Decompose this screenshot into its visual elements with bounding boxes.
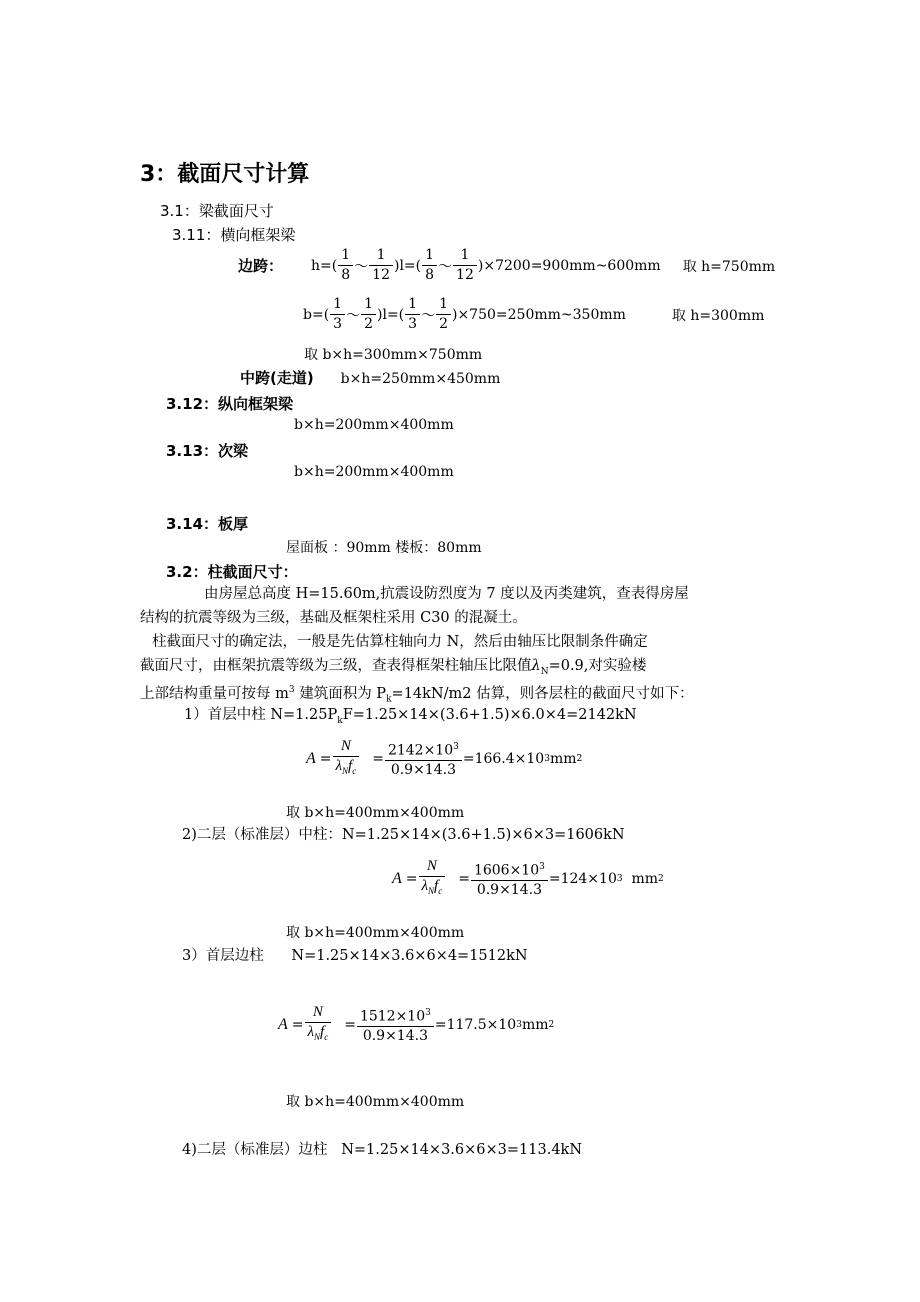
superscript: 2 xyxy=(548,1020,555,1030)
text: ～ xyxy=(421,307,436,324)
text: =0.9,对实验楼 xyxy=(548,658,647,674)
text: = xyxy=(344,1017,356,1033)
edge-span-h-line xyxy=(238,246,775,285)
subsection-3-11: 3.11：横向框架梁 xyxy=(172,226,296,244)
item-1-formula xyxy=(306,737,582,781)
text: = xyxy=(405,871,418,887)
secondary-beam-size: b×h=200mm×400mm xyxy=(294,464,454,480)
numerator xyxy=(385,738,462,762)
text: h=( xyxy=(311,257,338,274)
fraction xyxy=(357,1004,434,1047)
denominator: 8 xyxy=(425,267,435,283)
fraction xyxy=(453,246,477,285)
middle-span-label: 中跨(走道) xyxy=(240,369,314,387)
text: f xyxy=(320,1024,325,1040)
numerator: N xyxy=(333,737,360,757)
denominator: 0.9×14.3 xyxy=(362,1028,428,1045)
edge-span-b-line xyxy=(303,295,764,334)
superscript: 3 xyxy=(453,741,459,752)
subsection-3-2: 3.2：柱截面尺寸： xyxy=(166,563,298,581)
text: λ xyxy=(335,758,343,774)
numerator: N xyxy=(419,857,446,877)
numerator: 1 xyxy=(453,246,477,266)
text: 1）首层中柱 N=1.25P xyxy=(184,707,338,723)
take-bh-300x750: 取 b×h=300mm×750mm xyxy=(304,347,483,363)
superscript: 2 xyxy=(658,874,664,884)
text: )×750=250mm~350mm xyxy=(451,306,626,323)
text: 2142×10 xyxy=(387,742,454,759)
formula-a: A xyxy=(306,750,316,767)
text: 截面尺寸，由框架抗震等级为三级，查表得框架柱轴压比限值 xyxy=(140,658,532,674)
lambda-symbol: λ xyxy=(531,658,541,674)
numerator: 1 xyxy=(436,295,451,315)
item-4-line: 4)二层（标准层）边柱 N=1.25×14×3.6×6×3=113.4kN xyxy=(182,1142,583,1158)
subscript: N xyxy=(540,666,549,677)
denominator xyxy=(419,877,446,901)
superscript: 3 xyxy=(288,685,295,695)
fraction xyxy=(338,246,353,285)
item-2-line: 2)二层（标准层）中柱：N=1.25×14×(3.6+1.5)×6×3=1606kN xyxy=(182,827,625,843)
item-1-take: 取 b×h=400mm×400mm xyxy=(286,805,465,821)
item-3-take: 取 b×h=400mm×400mm xyxy=(286,1094,465,1110)
text: = xyxy=(291,1017,304,1033)
superscript: 2 xyxy=(576,754,583,764)
subscript: c xyxy=(438,886,443,896)
numerator xyxy=(357,1004,434,1028)
superscript: 3 xyxy=(544,754,550,764)
superscript: 3 xyxy=(539,861,545,872)
numerator: N xyxy=(305,1003,332,1023)
text: )×7200=900mm~600mm xyxy=(477,257,661,274)
paragraph-1-line-1: 由房屋总高度 H=15.60m,抗震设防烈度为 7 度以及丙类建筑，查表得房屋 xyxy=(204,586,689,602)
numerator: 1 xyxy=(369,246,393,266)
subscript: N xyxy=(314,1032,321,1042)
denominator: 2 xyxy=(364,316,373,332)
subscript: c xyxy=(324,1032,329,1042)
denominator: 2 xyxy=(439,316,448,332)
text: ～ xyxy=(346,307,361,324)
text: = xyxy=(372,751,384,767)
text: 1606×10 xyxy=(473,862,540,879)
item-3-formula xyxy=(278,1003,554,1047)
fraction xyxy=(305,1003,332,1047)
subsection-3-12: 3.12：纵向框架梁 xyxy=(166,395,294,413)
numerator: 1 xyxy=(405,295,420,315)
text: mm xyxy=(549,751,577,767)
subsection-3-13: 3.13：次梁 xyxy=(166,442,249,460)
subsection-3-14: 3.14：板厚 xyxy=(166,515,249,533)
text: =124×10 xyxy=(548,871,617,887)
fraction xyxy=(333,737,360,781)
text: λ xyxy=(307,1024,315,1040)
item-2-formula xyxy=(392,857,664,901)
item-3-line: 3）首层边柱 N=1.25×14×3.6×6×4=1512kN xyxy=(182,948,528,964)
text: =117.5×10 xyxy=(434,1017,517,1033)
take-h-300: 取 h=300mm xyxy=(671,307,765,324)
superscript: 3 xyxy=(425,1007,431,1018)
item-1-line xyxy=(184,703,637,733)
text: 上部结构重量可按每 m xyxy=(140,685,289,702)
fraction xyxy=(436,295,451,334)
fraction xyxy=(422,246,437,285)
item-2-take: 取 b×h=400mm×400mm xyxy=(286,925,465,941)
text: λ xyxy=(421,878,429,894)
fraction xyxy=(361,295,376,334)
denominator: 3 xyxy=(408,316,418,332)
text: ～ xyxy=(354,258,369,275)
formula-a: A xyxy=(392,870,402,887)
middle-span-value: b×h=250mm×450mm xyxy=(340,371,501,387)
fraction xyxy=(471,858,548,901)
text: mm xyxy=(521,1017,549,1033)
fraction xyxy=(369,246,393,285)
text: 1512×10 xyxy=(359,1008,426,1025)
denominator: 0.9×14.3 xyxy=(390,762,456,779)
subscript: c xyxy=(352,766,357,776)
fraction xyxy=(405,295,420,334)
middle-span-line xyxy=(240,367,500,388)
numerator: 1 xyxy=(330,295,345,315)
superscript: 3 xyxy=(516,1020,522,1030)
fraction xyxy=(385,738,462,781)
subscript: N xyxy=(342,766,349,776)
paragraph-1-line-2: 结构的抗震等级为三级，基础及框架柱采用 C30 的混凝土。 xyxy=(140,610,527,626)
text: = xyxy=(458,871,470,887)
longitudinal-beam-size: b×h=200mm×400mm xyxy=(294,417,454,433)
paragraph-2-line-1: 柱截面尺寸的确定法，一般是先估算柱轴向力 N，然后由轴压比限制条件确定 xyxy=(152,634,648,650)
text: f xyxy=(348,758,353,774)
subscript: N xyxy=(428,886,435,896)
subscript: k xyxy=(386,694,392,705)
numerator: 1 xyxy=(338,246,353,266)
subsection-3-1: 3.1：梁截面尺寸 xyxy=(160,202,274,220)
text: =14kN/m2 估算，则各层柱的截面尺寸如下： xyxy=(391,685,694,702)
denominator: 0.9×14.3 xyxy=(476,882,542,899)
superscript: 3 xyxy=(616,874,623,884)
denominator: 12 xyxy=(372,267,390,283)
slab-thickness: 屋面板 ：90mm 楼板：80mm xyxy=(286,540,482,556)
denominator: 8 xyxy=(341,267,351,283)
text: b=( xyxy=(303,306,330,323)
numerator: 1 xyxy=(422,246,437,266)
denominator: 12 xyxy=(456,267,474,283)
text: = xyxy=(319,751,332,767)
text: f xyxy=(434,878,439,894)
text: F=1.25×14×(3.6+1.5)×6.0×4=2142kN xyxy=(342,707,637,723)
denominator xyxy=(305,1023,332,1047)
text: ～ xyxy=(438,258,453,275)
edge-span-label: 边跨： xyxy=(238,257,284,275)
text: mm xyxy=(622,871,659,887)
fraction xyxy=(330,295,345,334)
formula-a: A xyxy=(278,1016,288,1033)
numerator xyxy=(471,858,548,882)
text: 建筑面积为 P xyxy=(294,685,387,702)
text: )l=( xyxy=(377,306,405,323)
numerator: 1 xyxy=(361,295,376,315)
take-h-750: 取 h=750mm xyxy=(682,258,776,275)
denominator xyxy=(333,757,360,781)
section-heading: 3：截面尺寸计算 xyxy=(140,162,310,187)
fraction xyxy=(419,857,446,901)
denominator: 3 xyxy=(333,316,343,332)
subscript: k xyxy=(337,715,343,726)
text: )l=( xyxy=(393,257,422,274)
text: =166.4×10 xyxy=(462,751,545,767)
